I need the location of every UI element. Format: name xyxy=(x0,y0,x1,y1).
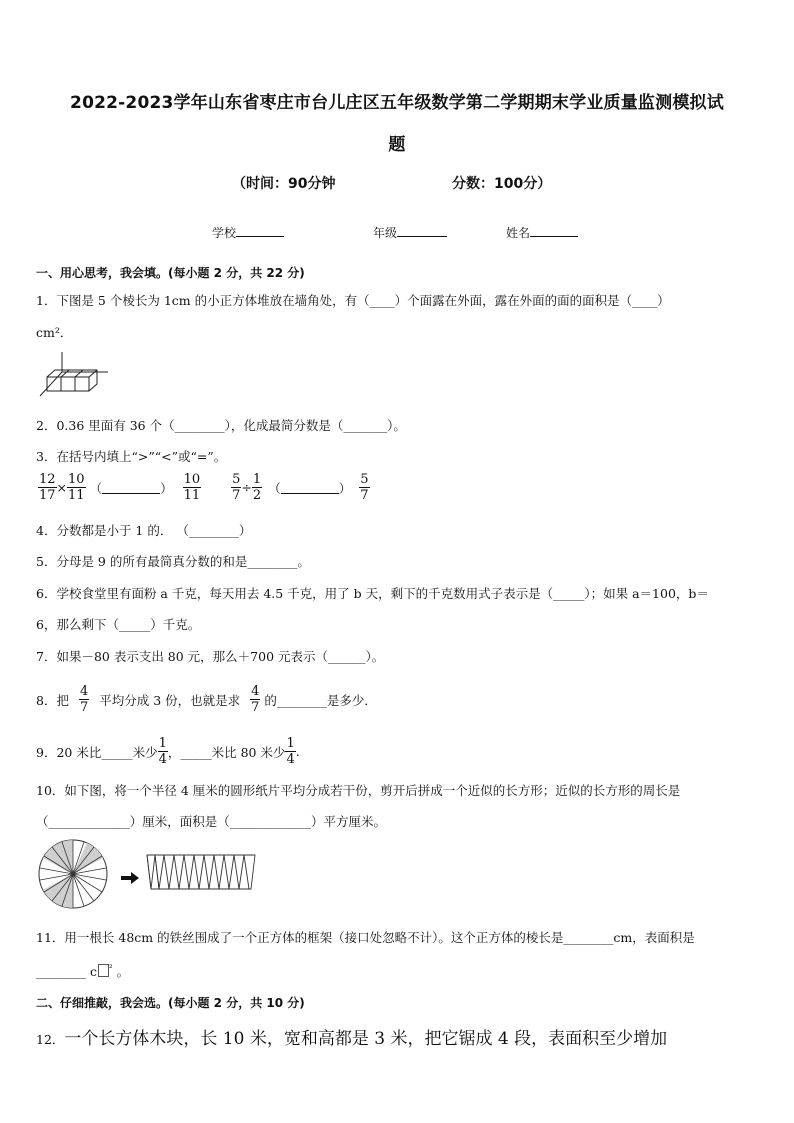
circle-to-rectangle-figure xyxy=(37,838,257,912)
fraction-12-17: $\frac{12}{17}$ xyxy=(39,472,56,503)
question-12 xyxy=(36,1024,667,1049)
question-11-line-2 xyxy=(36,962,129,980)
section-1-title: 一、用心思考，我会填。(每小题 2 分，共 22 分) xyxy=(36,266,305,280)
fraction-1-4: $\frac{1}{4}$ xyxy=(158,736,167,767)
question-8-pre: 8．把 xyxy=(36,692,69,708)
fraction-5-7: $\frac{5}{7}$ xyxy=(232,472,241,503)
question-9-part-b: ，_____米比 80 米少 xyxy=(167,744,286,760)
fraction-5-7-b: $\frac{5}{7}$ xyxy=(360,472,369,503)
fraction-1-2: $\frac{1}{2}$ xyxy=(252,472,262,503)
page-title: 2022-2023学年山东省枣庄市台儿庄区五年级数学第二学期期末学业质量监测模拟试 xyxy=(70,93,724,113)
paren-right-2: ） xyxy=(338,480,352,496)
compare-blank-2[interactable] xyxy=(281,481,339,494)
question-8-post: 的________是多少． xyxy=(264,692,377,708)
fraction-10-11: $\frac{10}{11}$ xyxy=(68,472,85,503)
grade-label: 年级 xyxy=(373,226,398,240)
school-field xyxy=(212,224,284,241)
question-11-line-1: 11．用一根长 48cm 的铁丝围成了一个正方体的框架（接口处忽略不计）。这个正方体的棱长是________cm，表面积是 xyxy=(36,930,695,945)
page-title-continued: 题 xyxy=(388,135,406,155)
question-6-line-2: 6，那么剩下（_____）千克。 xyxy=(36,617,201,632)
question-10-line-1: 10．如下图，将一个半径 4 厘米的圆形纸片平均分成若干份，剪开后拼成一个近似的长方形；近似的长方形的周长是 xyxy=(36,783,681,798)
cube-stack-figure xyxy=(36,350,110,402)
question-12-number: 12． xyxy=(36,1032,65,1047)
times-sign: × xyxy=(56,480,68,495)
exam-score: 分数：100分） xyxy=(452,176,552,192)
grade-field xyxy=(373,224,447,241)
question-7-text: 7．如果－80 表示支出 80 元，那么＋700 元表示（______）。 xyxy=(36,649,385,664)
fraction-10-11-b: $\frac{10}{11}$ xyxy=(183,472,201,503)
superscript-2: ² xyxy=(108,963,113,974)
question-4-text: 4．分数都是小于 1 的． （________） xyxy=(36,523,252,538)
question-9 xyxy=(36,736,300,767)
fraction-4-7-b: $\frac{4}{7}$ xyxy=(251,684,260,715)
fraction-1-4-b: $\frac{1}{4}$ xyxy=(286,736,295,767)
paren-left-2: （ xyxy=(268,480,281,496)
question-1-text: 1．下图是 5 个棱长为 1cm 的小正方体堆放在墙角处，有（____）个面露在外面，露在外面的面的面积是（____） xyxy=(36,293,670,308)
question-10-line-2: （_____________）厘米，面积是（_____________）平方厘米。 xyxy=(36,814,387,829)
question-9-part-c: . xyxy=(295,744,300,759)
question-12-text: 一个长方体木块，长 10 米，宽和高都是 3 米，把它锯成 4 段，表面积至少增加 xyxy=(64,1029,668,1049)
paren-left: （ xyxy=(89,480,103,496)
school-label: 学校 xyxy=(212,226,237,240)
exam-time: （时间：90分钟 xyxy=(232,176,336,192)
section-2-title: 二、仔细推敲，我会选。(每小题 2 分，共 10 分) xyxy=(36,996,305,1010)
missing-glyph-box xyxy=(98,964,109,977)
question-2-text: 2．0.36 里面有 36 个（________），化成最简分数是（_______）。 xyxy=(36,418,406,433)
question-11-blank-text: ________ c xyxy=(36,964,97,979)
name-field xyxy=(506,224,578,241)
name-label: 姓名 xyxy=(506,226,531,240)
question-3-text: 3．在括号内填上“>”“<”或“=”。 xyxy=(36,449,227,464)
period-mark: 。 xyxy=(116,964,130,979)
question-1-unit: cm²． xyxy=(36,325,73,340)
question-3-comparisons xyxy=(38,472,370,503)
question-8 xyxy=(36,684,377,715)
question-5-text: 5．分母是 9 的所有最简真分数的和是________。 xyxy=(36,554,310,569)
question-9-part-a: 9．20 米比_____米少 xyxy=(36,744,158,760)
paren-right: ） xyxy=(160,480,173,496)
fraction-4-7: $\frac{4}{7}$ xyxy=(79,684,89,715)
question-6-line-1: 6．学校食堂里有面粉 a 千克，每天用去 4.5 千克，用了 b 天，剩下的千克数用式子表示是（_____）；如果 a＝100，b＝ xyxy=(36,586,709,601)
divide-sign: ÷ xyxy=(241,480,252,495)
question-8-mid: 平均分成 3 份，也就是求 xyxy=(99,692,241,708)
compare-blank-1[interactable] xyxy=(102,481,160,494)
